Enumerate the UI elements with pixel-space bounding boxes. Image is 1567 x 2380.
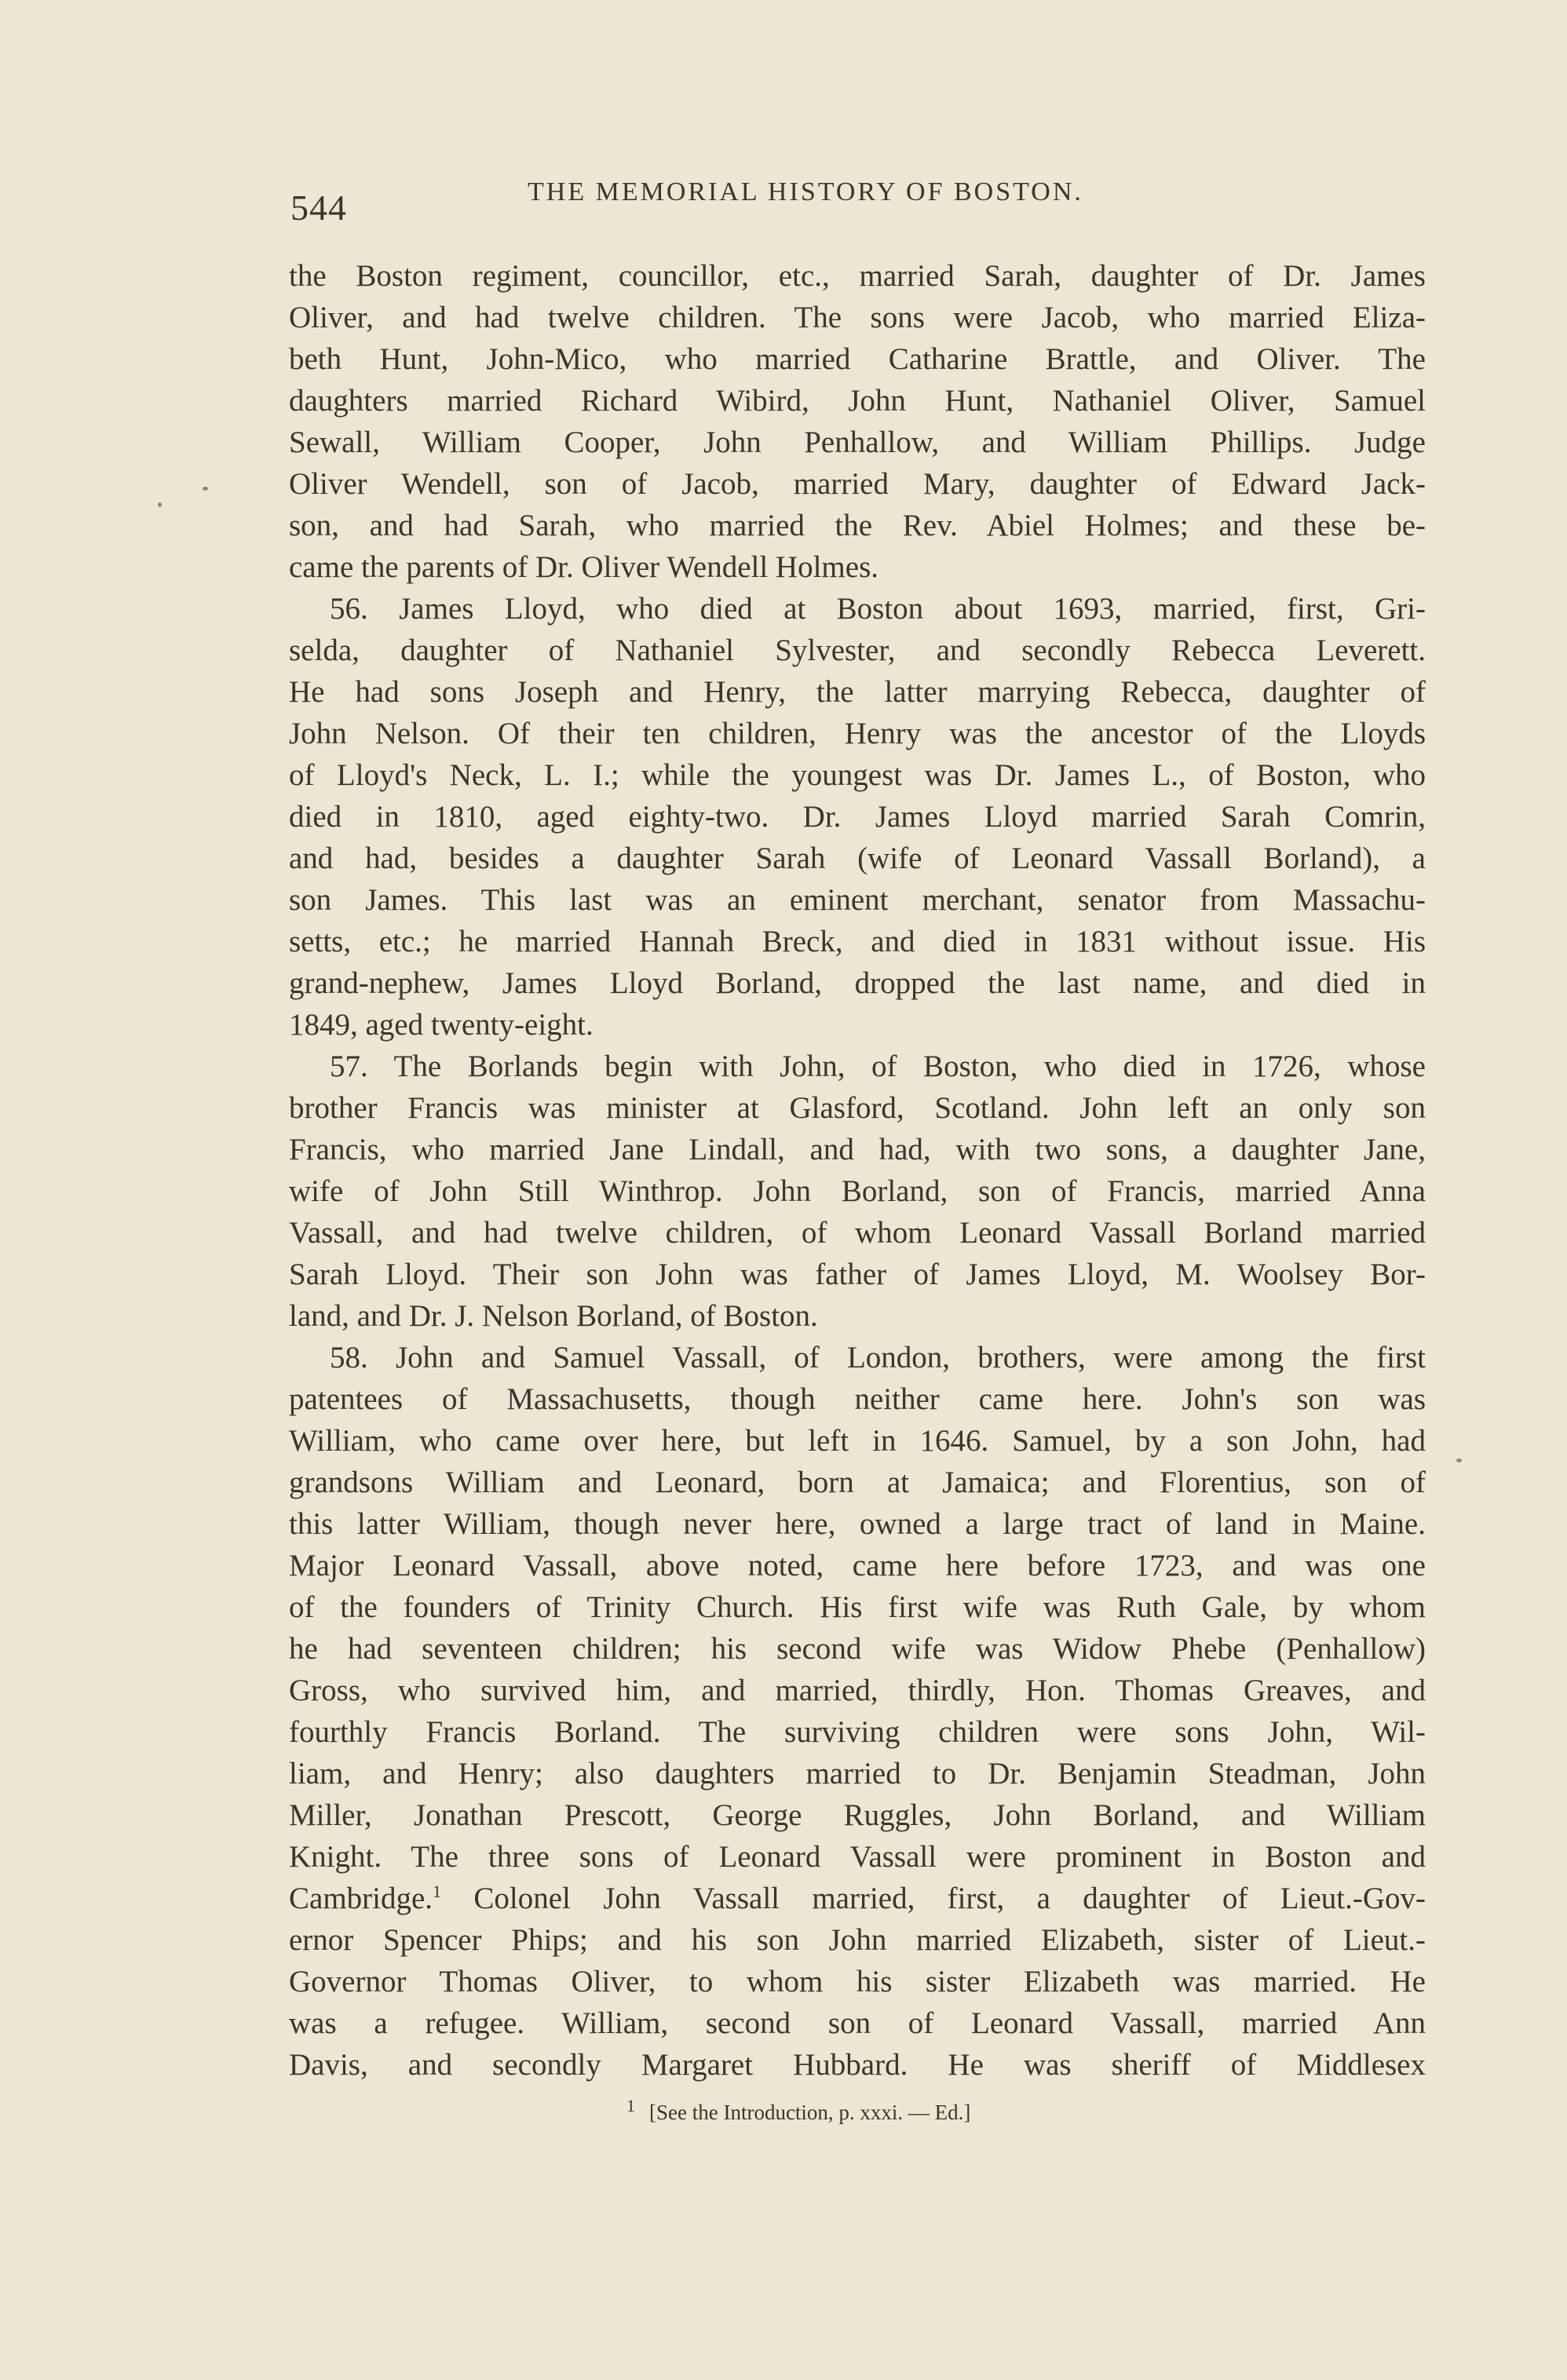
text-line: son, and had Sarah, who married the Rev. Abiel Holmes; and these be- bbox=[289, 509, 1426, 542]
text-line: Knight. The three sons of Leonard Vassall were prominent in Boston and bbox=[289, 1840, 1426, 1874]
text-line: He had sons Joseph and Henry, the latter marrying Rebecca, daughter of bbox=[289, 675, 1426, 709]
footnote-reference: 1 bbox=[433, 1882, 442, 1901]
text-line: patentees of Massachusetts, though neither came here. John's son was bbox=[289, 1382, 1426, 1416]
paper-speck bbox=[158, 502, 162, 507]
text-line: of the founders of Trinity Church. His first wife was Ruth Gale, by whom bbox=[289, 1590, 1426, 1624]
body-text bbox=[289, 255, 1426, 2086]
text-line: 56. James Lloyd, who died at Boston about 1693, married, first, Gri- bbox=[330, 592, 1426, 626]
text-line: this latter William, though never here, owned a large tract of land in Maine. bbox=[289, 1507, 1426, 1541]
text-line: beth Hunt, John-Mico, who married Catharine Brattle, and Oliver. The bbox=[289, 342, 1426, 376]
paper-speck bbox=[203, 487, 208, 491]
text-line: ernor Spencer Phips; and his son John married Elizabeth, sister of Lieut.- bbox=[289, 1923, 1426, 1957]
text-line: Oliver Wendell, son of Jacob, married Mary, daughter of Edward Jack- bbox=[289, 467, 1426, 501]
text-line: Miller, Jonathan Prescott, George Ruggles, John Borland, and William bbox=[289, 1798, 1426, 1832]
text-line: of Lloyd's Neck, L. I.; while the youngest was Dr. James L., of Boston, who bbox=[289, 758, 1426, 792]
paper-speck bbox=[1456, 1458, 1462, 1462]
text-line: wife of John Still Winthrop. John Borland, son of Francis, married Anna bbox=[289, 1174, 1426, 1208]
text-line bbox=[289, 1878, 1426, 1919]
text-line: setts, etc.; he married Hannah Breck, and died in 1831 without issue. His bbox=[289, 925, 1426, 958]
footnote bbox=[626, 2096, 970, 2125]
text-line: Governor Thomas Oliver, to whom his sister Elizabeth was married. He bbox=[289, 1965, 1426, 1999]
text-line: 1849, aged twenty-eight. bbox=[289, 1008, 594, 1042]
text-line: liam, and Henry; also daughters married to Dr. Benjamin Steadman, John bbox=[289, 1757, 1426, 1790]
text-line: grand-nephew, James Lloyd Borland, dropped the last name, and died in bbox=[289, 966, 1426, 1000]
text-line: William, who came over here, but left in 1646. Samuel, by a son John, had bbox=[289, 1424, 1426, 1458]
text-line-rest: Colonel John Vassall married, first, a daughter of Lieut.-Gov- bbox=[473, 1882, 1426, 1915]
text-line: Gross, who survived him, and married, thirdly, Hon. Thomas Greaves, and bbox=[289, 1674, 1426, 1707]
text-line: selda, daughter of Nathaniel Sylvester, and secondly Rebecca Leverett. bbox=[289, 633, 1426, 667]
text-line: daughters married Richard Wibird, John Hunt, Nathaniel Oliver, Samuel bbox=[289, 384, 1426, 418]
text-line: 57. The Borlands begin with John, of Boston, who died in 1726, whose bbox=[330, 1049, 1426, 1083]
text-line: brother Francis was minister at Glasford, Scotland. John left an only son bbox=[289, 1091, 1426, 1125]
text-line: Vassall, and had twelve children, of whom Leonard Vassall Borland married bbox=[289, 1216, 1426, 1250]
text-line-lead: Cambridge. bbox=[289, 1882, 433, 1915]
text-line: Davis, and secondly Margaret Hubbard. He was sheriff of Middlesex bbox=[289, 2048, 1426, 2082]
footnote-text: [See the Introduction, p. xxxi. — Ed.] bbox=[649, 2101, 971, 2124]
text-line: son James. This last was an eminent merchant, senator from Massachu- bbox=[289, 883, 1426, 917]
text-line: was a refugee. William, second son of Leonard Vassall, married Ann bbox=[289, 2006, 1426, 2040]
text-line: grandsons William and Leonard, born at Jamaica; and Florentius, son of bbox=[289, 1466, 1426, 1499]
text-line: Sarah Lloyd. Their son John was father of James Lloyd, M. Woolsey Bor- bbox=[289, 1258, 1426, 1291]
text-line: he had seventeen children; his second wife was Widow Phebe (Penhallow) bbox=[289, 1632, 1426, 1666]
text-line: fourthly Francis Borland. The surviving children were sons John, Wil- bbox=[289, 1715, 1426, 1749]
footnote-marker: 1 bbox=[626, 2096, 635, 2115]
text-line: 58. John and Samuel Vassall, of London, brothers, were among the first bbox=[330, 1341, 1426, 1374]
text-line: John Nelson. Of their ten children, Henry was the ancestor of the Lloyds bbox=[289, 717, 1426, 750]
text-line: died in 1810, aged eighty-two. Dr. James Lloyd married Sarah Comrin, bbox=[289, 800, 1426, 834]
text-line: land, and Dr. J. Nelson Borland, of Boston. bbox=[289, 1299, 818, 1333]
text-line: Sewall, William Cooper, John Penhallow, and William Phillips. Judge bbox=[289, 425, 1426, 459]
running-head: THE MEMORIAL HISTORY OF BOSTON. bbox=[528, 177, 1083, 206]
text-line: and had, besides a daughter Sarah (wife of Leonard Vassall Borland), a bbox=[289, 841, 1426, 875]
text-line: Francis, who married Jane Lindall, and had, with two sons, a daughter Jane, bbox=[289, 1133, 1426, 1166]
text-line: the Boston regiment, councillor, etc., married Sarah, daughter of Dr. James bbox=[289, 259, 1426, 293]
page-number: 544 bbox=[290, 188, 347, 228]
text-line: Oliver, and had twelve children. The sons were Jacob, who married Eliza- bbox=[289, 301, 1426, 334]
text-line: Major Leonard Vassall, above noted, came here before 1723, and was one bbox=[289, 1549, 1426, 1582]
text-line: came the parents of Dr. Oliver Wendell Holmes. bbox=[289, 550, 878, 584]
